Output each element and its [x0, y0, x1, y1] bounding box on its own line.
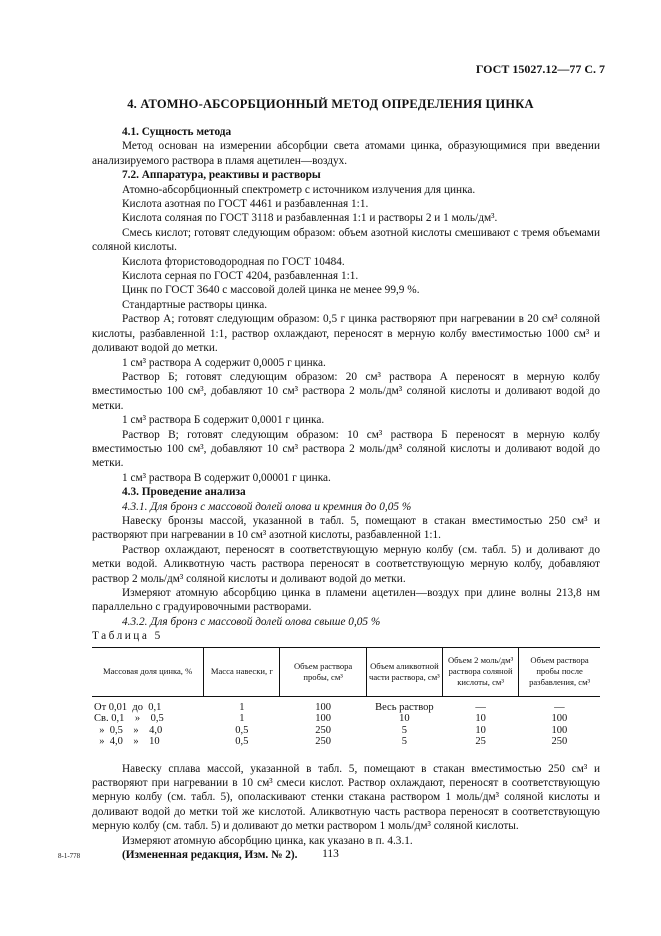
table-cell: 0,5: [235, 736, 249, 748]
list-item: Кислота фтористоводородная по ГОСТ 10484.: [122, 255, 345, 268]
paragraph: Раствор А; готовят следующим образом: 0,5 г цинка растворяют при нагревании в 20 см³ соляной кислоты, разбавленной 1:1, раствор охлаждают, переносят в мерную колбу вместимостью 1000 см³ и доливают водой до метки.: [92, 313, 600, 355]
table-cell: Весь раствор: [375, 701, 434, 713]
paragraph: 1 см³ раствора В содержит 0,00001 г цинка.: [122, 471, 331, 484]
heading-4-3: 4.3. Проведение анализа: [122, 486, 246, 499]
paragraph: Измеряют атомную абсорбцию цинка, как указано в п. 4.3.1.: [122, 834, 413, 847]
table-cell: » 0,5 » 4,0: [94, 724, 163, 736]
table-row: [92, 736, 600, 748]
table-header-cell: Массовая доля цинка, %: [92, 647, 204, 696]
list-item: Атомно-абсорбционный спектрометр с источником излучения для цинка.: [122, 183, 476, 196]
table-cell: 10: [475, 713, 486, 725]
table-row: [92, 713, 600, 725]
paragraph: Раствор В; готовят следующим образом: 10 см³ раствора Б переносят в мерную колбу вместимостью 100 см³, добавляют 10 см³ раствора 2 моль/дм³ соляной кислоты и доливают водой до метки.: [92, 428, 600, 470]
table-cell: 0,5: [235, 724, 249, 736]
table-cell: 10: [475, 724, 486, 736]
table-cell: 1: [239, 713, 245, 725]
table-row: [92, 696, 600, 713]
page-number: 113: [322, 848, 339, 860]
list-item: Цинк по ГОСТ 3640 с массовой долей цинка не менее 99,9 %.: [122, 284, 420, 297]
table-cell: 25: [475, 736, 486, 748]
table-row: [92, 725, 600, 737]
heading-4-3-2: 4.3.2. Для бронз с массовой долей олова свыше 0,05 %: [122, 615, 381, 628]
standard-header: ГОСТ 15027.12—77 С. 7: [475, 62, 605, 76]
table-cell: Св. 0,1 » 0,5: [94, 713, 164, 725]
amendment-note: (Измененная редакция, Изм. № 2).: [122, 849, 298, 862]
table-header-cell: Объем 2 моль/дм³ раствора соляной кислоты, см³: [442, 647, 518, 696]
paragraph: 1 см³ раствора Б содержит 0,0001 г цинка.: [122, 414, 325, 427]
list-item: Кислота азотная по ГОСТ 4461 и разбавленная 1:1.: [122, 198, 369, 211]
table-caption: Таблица 5: [92, 630, 163, 643]
print-mark: 8-1-778: [58, 852, 81, 860]
list-item: Стандартные растворы цинка.: [122, 298, 268, 311]
table-cell: 250: [551, 736, 568, 748]
heading-4-1: 4.1. Сущность метода: [122, 126, 232, 138]
table-cell: 100: [315, 701, 331, 713]
table-cell: От 0,01 до 0,1: [94, 701, 162, 713]
paragraph: Навеску бронзы массой, указанной в табл. 5, помещают в стакан вместимостью 250 см³ и растворяют при нагревании в 10 см³ азотной кислоты, разбавленной 1:1.: [92, 514, 600, 542]
table-header-cell: Объем раствора пробы, см³: [280, 647, 366, 696]
table-header-cell: Объем аликвотной части раствора, см³: [366, 647, 442, 696]
paragraph: Метод основан на измерении абсорбции света атомами цинка, образующимися при введении анализируемого раствора в пламя ацетилен—воздух.: [92, 140, 600, 167]
table-cell: —: [475, 701, 486, 713]
heading-7-2: 7.2. Аппаратура, реактивы и растворы: [122, 169, 321, 182]
table-cell: 100: [551, 713, 568, 725]
table-header-row: [92, 647, 600, 696]
heading-4-3-1: 4.3.1. Для бронз с массовой долей олова и кремния до 0,05 %: [122, 500, 412, 513]
reagent-table: [92, 647, 600, 748]
table-cell: 100: [315, 713, 331, 725]
paragraph: Раствор Б; готовят следующим образом: 20 см³ раствора А переносят в мерную колбу вместимостью 100 см³, добавляют 10 см³ раствора 2 моль/дм³ соляной кислоты и доливают водой до метки.: [92, 370, 600, 412]
list-item: Кислота соляная по ГОСТ 3118 и разбавленная 1:1 и растворы 2 и 1 моль/дм³.: [122, 212, 498, 225]
table-cell: 1: [239, 701, 245, 713]
document-body: [92, 125, 600, 862]
section-title: 4. АТОМНО-АБСОРБЦИОННЫЙ МЕТОД ОПРЕДЕЛЕНИЯ ЦИНКА: [127, 97, 534, 111]
list-item: Смесь кислот; готовят следующим образом: объем азотной кислоты смешивают с тремя объемами соляной кислоты.: [92, 226, 600, 254]
paragraph: Измеряют атомную абсорбцию цинка в пламени ацетилен—воздух при длине волны 213,8 нм параллельно с градуировочными растворами.: [92, 587, 600, 614]
paragraph: Раствор охлаждают, переносят в соответствующую мерную колбу (см. табл. 5) и доливают до метки водой. Аликвотную часть раствора переносят в соответствующую мерную колбу, добавляют раствор 2 моль/дм³ соляной кислоты и доливают водой до метки.: [92, 543, 600, 585]
table-cell: 250: [315, 736, 331, 748]
table-cell: 10: [399, 713, 410, 725]
list-item: Кислота серная по ГОСТ 4204, разбавленная 1:1.: [122, 270, 359, 283]
table-cell: 5: [401, 724, 408, 736]
table-header-cell: Объем раствора пробы после разбавления, см³: [519, 647, 600, 696]
table-cell: » 4,0 » 10: [94, 736, 160, 748]
table-cell: 5: [401, 736, 408, 748]
paragraph: 1 см³ раствора А содержит 0,0005 г цинка.: [122, 356, 326, 369]
table-cell: 250: [315, 724, 331, 736]
table-cell: 100: [551, 724, 568, 736]
paragraph: Навеску сплава массой, указанной в табл. 5, помещают в стакан вместимостью 250 см³ и растворяют при нагревании в 10 см³ смеси кислот. Раствор охлаждают, переносят в соответствующую мерную колбу (см. табл. 5), ополаскивают стенки стакана раствором 1 моль/дм³ соляной кислоты и доливают водой до метки той же кислотой. Аликвотную часть раствора переносят в соответствующую мерную колбу (см. табл. 5) и доливают до метки раствором 1 моль/дм³ соляной кислоты.: [92, 762, 600, 833]
table-cell: —: [554, 701, 565, 713]
table-header-cell: Масса навески, г: [204, 647, 280, 696]
